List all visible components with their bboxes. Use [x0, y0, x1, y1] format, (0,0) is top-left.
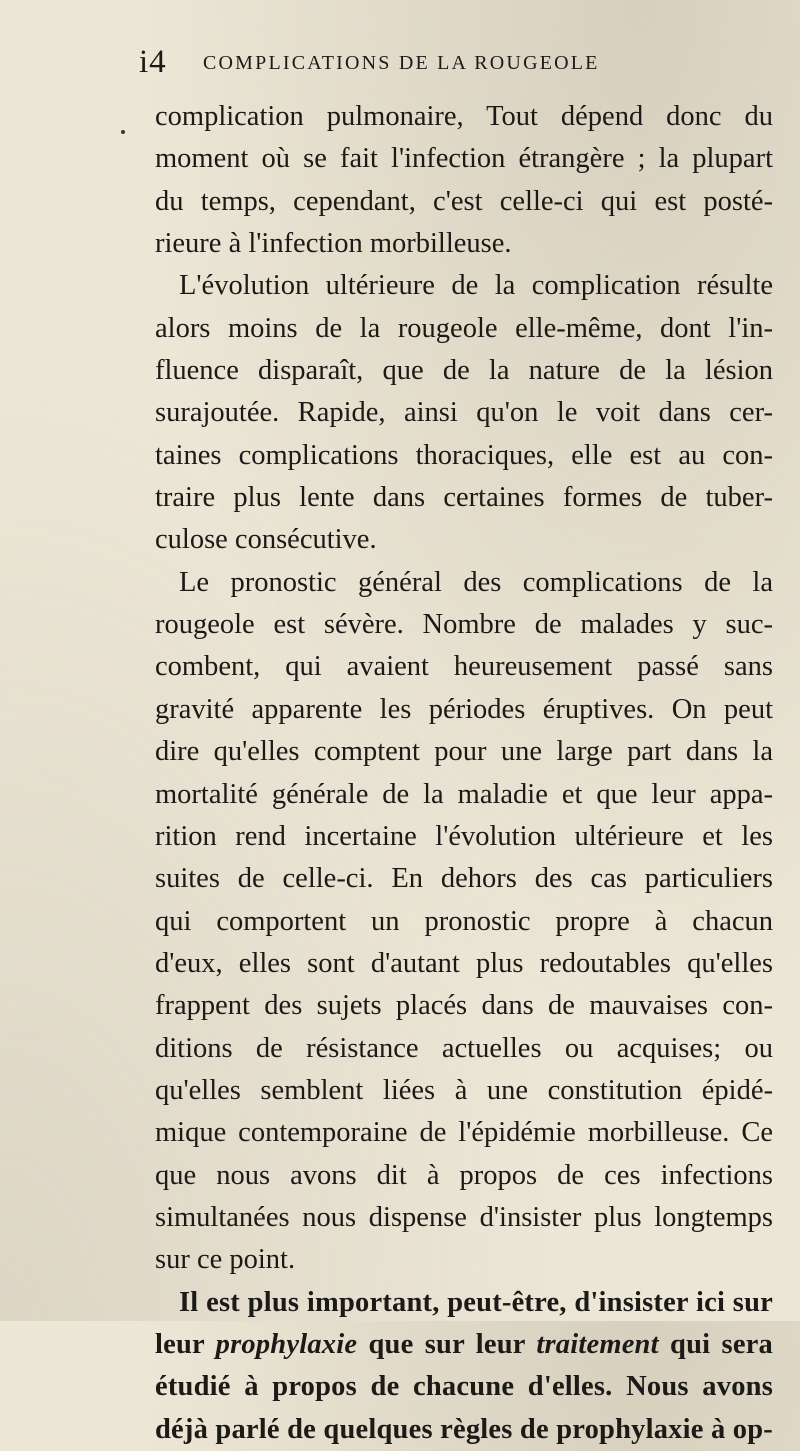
page-number: i4: [139, 44, 167, 80]
emphasis-prophylaxie: prophylaxie: [215, 1328, 358, 1360]
text-line: ditions de résistance actuelles ou acquises; ou: [155, 1032, 773, 1064]
text-line: rieure à l'infection morbilleuse.: [155, 228, 512, 260]
text-line: frappent des sujets placés dans de mauvaises con-: [155, 990, 773, 1022]
text-line: moment où se fait l'infection étrangère ; la plupart: [155, 143, 773, 175]
text-line: que nous avons dit à propos de ces infections: [155, 1159, 773, 1191]
running-head: [139, 42, 788, 82]
text-line: du temps, cependant, c'est celle-ci qui est posté-: [155, 185, 773, 217]
text-line: alors moins de la rougeole elle-même, dont l'in-: [155, 312, 773, 344]
text-line: qui comportent un pronostic propre à chacun: [155, 905, 773, 937]
text-line: simultanées nous dispense d'insister plus longtemps: [155, 1201, 773, 1233]
text-line: fluence disparaît, que de la nature de la lésion: [155, 355, 773, 387]
text-line: suites de celle-ci. En dehors des cas particuliers: [155, 863, 773, 895]
body-text: [155, 96, 773, 1451]
text-line: rougeole est sévère. Nombre de malades y suc-: [155, 609, 773, 641]
text-line: mortalité générale de la maladie et que leur appa-: [155, 778, 773, 810]
text-line: traire plus lente dans certaines formes de tuber-: [155, 482, 773, 514]
text-run: qui sera: [658, 1328, 773, 1360]
text-line: dire qu'elles comptent pour une large part dans la: [155, 736, 773, 768]
text-line: surajoutée. Rapide, ainsi qu'on le voit dans cer-: [155, 397, 773, 429]
text-line: étudié à propos de chacune d'elles. Nous avons: [155, 1371, 773, 1403]
text-line-with-emphasis: [155, 1324, 773, 1366]
running-title: COMPLICATIONS DE LA ROUGEOLE: [203, 52, 600, 74]
text-line: combent, qui avaient heureusement passé sans: [155, 651, 773, 683]
text-line: culose consécutive.: [155, 524, 377, 556]
text-line: taines complications thoraciques, elle est au con-: [155, 439, 773, 471]
text-line: L'évolution ultérieure de la complication résulte: [179, 270, 773, 302]
text-line: Il est plus important, peut-être, d'insister ici sur: [179, 1286, 773, 1318]
emphasis-traitement: traitement: [536, 1328, 659, 1360]
text-line: rition rend incertaine l'évolution ultérieure et les: [155, 820, 773, 852]
text-line: Le pronostic général des complications de la: [179, 566, 773, 598]
text-line: déjà parlé de quelques règles de prophylaxie à op-: [155, 1413, 773, 1445]
text-line: mique contemporaine de l'épidémie morbilleuse. Ce: [155, 1117, 773, 1149]
text-run: que sur leur: [357, 1328, 537, 1360]
text-line: sur ce point.: [155, 1244, 296, 1276]
text-line: complication pulmonaire, Tout dépend donc du: [155, 101, 773, 132]
text-line: qu'elles semblent liées à une constitution épidé-: [155, 1074, 773, 1106]
text-line: d'eux, elles sont d'autant plus redoutables qu'elles: [155, 947, 773, 979]
margin-mark: [121, 130, 125, 134]
text-run: leur: [155, 1328, 216, 1360]
text-line: gravité apparente les périodes éruptives. On peut: [155, 693, 773, 725]
